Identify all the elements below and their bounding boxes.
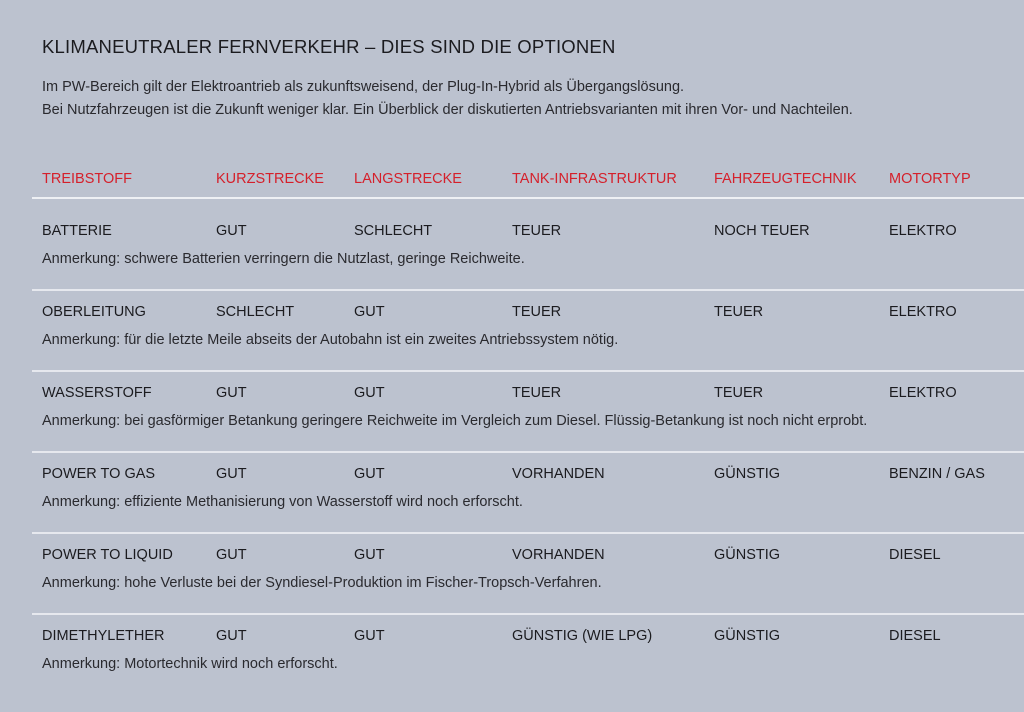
cell-kurzstrecke: GUT [216, 466, 247, 482]
table-row [0, 547, 1024, 628]
cell-motortyp: BENZIN / GAS [889, 466, 985, 482]
row-note: Anmerkung: bei gasförmiger Betankung geringere Reichweite im Vergleich zum Diesel. Flüssig-Betankung ist noch nicht erprobt. [42, 413, 868, 429]
row-note: Anmerkung: hohe Verluste bei der Syndiesel-Produktion im Fischer-Tropsch-Verfahren. [42, 575, 602, 591]
cell-treibstoff: POWER TO LIQUID [42, 547, 173, 563]
table-header [0, 171, 1024, 191]
header-tank-infrastruktur: TANK-INFRASTRUKTUR [512, 171, 677, 187]
table-row [0, 628, 1024, 709]
cell-fahrzeugtechnik: GÜNSTIG [714, 466, 781, 482]
cell-treibstoff: BATTERIE [42, 223, 112, 239]
cell-tank-infrastruktur: TEUER [512, 304, 562, 320]
cell-motortyp: ELEKTRO [889, 304, 957, 320]
cell-kurzstrecke: GUT [216, 628, 247, 644]
cell-motortyp: ELEKTRO [889, 385, 957, 401]
intro-line: Bei Nutzfahrzeugen ist die Zukunft weniger klar. Ein Überblick der diskutierten Antriebsvarianten mit ihren Vor- und Nachteilen. [42, 102, 853, 118]
cell-treibstoff: WASSERSTOFF [42, 385, 152, 401]
cell-fahrzeugtechnik: TEUER [714, 385, 764, 401]
cell-tank-infrastruktur: TEUER [512, 385, 562, 401]
row-divider [32, 370, 1024, 372]
cell-fahrzeugtechnik: GÜNSTIG [714, 628, 781, 644]
cell-langstrecke: GUT [354, 385, 385, 401]
cell-fahrzeugtechnik: NOCH TEUER [714, 223, 810, 239]
cell-langstrecke: GUT [354, 547, 385, 563]
cell-kurzstrecke: GUT [216, 223, 247, 239]
header-fahrzeugtechnik: FAHRZEUGTECHNIK [714, 171, 857, 187]
cell-treibstoff: POWER TO GAS [42, 466, 156, 482]
row-divider [32, 289, 1024, 291]
row-divider [32, 613, 1024, 615]
cell-motortyp: DIESEL [889, 628, 941, 644]
row-note: Anmerkung: Motortechnik wird noch erforscht. [42, 656, 338, 672]
table-row [0, 385, 1024, 466]
cell-langstrecke: GUT [354, 466, 385, 482]
header-kurzstrecke: KURZSTRECKE [216, 171, 324, 187]
row-note: Anmerkung: für die letzte Meile abseits der Autobahn ist ein zweites Antriebssystem nötig. [42, 332, 619, 348]
table-row [0, 223, 1024, 304]
cell-motortyp: DIESEL [889, 547, 941, 563]
cell-fahrzeugtechnik: TEUER [714, 304, 764, 320]
intro-line: Im PW-Bereich gilt der Elektroantrieb als zukunftsweisend, der Plug-In-Hybrid als Übergangslösung. [42, 79, 685, 95]
cell-tank-infrastruktur: VORHANDEN [512, 547, 605, 563]
table-row [0, 304, 1024, 385]
cell-langstrecke: GUT [354, 304, 385, 320]
cell-langstrecke: GUT [354, 628, 385, 644]
cell-kurzstrecke: GUT [216, 547, 247, 563]
cell-fahrzeugtechnik: GÜNSTIG [714, 547, 781, 563]
table-row [0, 466, 1024, 547]
cell-motortyp: ELEKTRO [889, 223, 957, 239]
row-note: Anmerkung: schwere Batterien verringern die Nutzlast, geringe Reichweite. [42, 251, 525, 267]
header-motortyp: MOTORTYP [889, 171, 971, 187]
header-divider [32, 197, 1024, 199]
page-title: KLIMANEUTRALER FERNVERKEHR – DIES SIND DIE OPTIONEN [42, 36, 616, 57]
cell-tank-infrastruktur: GÜNSTIG (WIE LPG) [512, 628, 653, 644]
cell-kurzstrecke: SCHLECHT [216, 304, 295, 320]
cell-langstrecke: SCHLECHT [354, 223, 433, 239]
cell-tank-infrastruktur: TEUER [512, 223, 562, 239]
row-note: Anmerkung: effiziente Methanisierung von Wasserstoff wird noch erforscht. [42, 494, 523, 510]
row-divider [32, 451, 1024, 453]
row-divider [32, 532, 1024, 534]
cell-treibstoff: OBERLEITUNG [42, 304, 146, 320]
intro-text [42, 76, 853, 122]
cell-tank-infrastruktur: VORHANDEN [512, 466, 605, 482]
cell-kurzstrecke: GUT [216, 385, 247, 401]
cell-treibstoff: DIMETHYLETHER [42, 628, 165, 644]
header-treibstoff: TREIBSTOFF [42, 171, 132, 187]
header-langstrecke: LANGSTRECKE [354, 171, 462, 187]
